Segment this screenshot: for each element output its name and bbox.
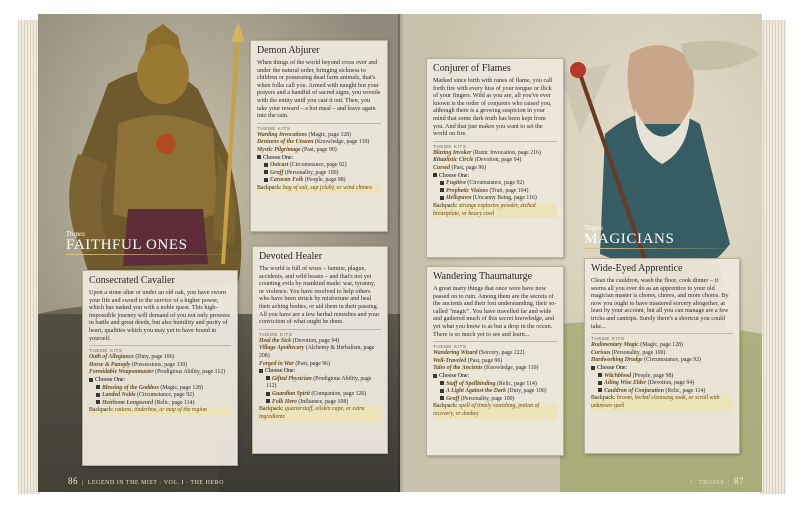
option-entry: Cauldron of Conjuration (Relic, page 114) [591,388,733,396]
bullet-icon [264,163,268,167]
card-title: Devoted Healer [259,251,323,262]
card-title: Conjurer of Flames [433,63,511,74]
card-wandering-thaumaturge [426,266,564,456]
theme-kits-label: THEME KITS [259,329,381,337]
bullet-icon [266,399,270,403]
bullet-icon [264,178,268,182]
card-description: The world is full of woes – famine, plague, accidents, and wild beasts – and that's not yet counting evils by mankind made: war, tyranny, or violence. You have resolved to help others who have been struck by misfortune and heal their aching bodies, or aid them in their passing. All you have are a few herbal remedies and your conviction of what ought be done. [259,265,380,326]
card-title: Demon Abjurer [257,45,320,56]
kit-entry: Formidable Weaponmaster (Prodigious Ability, page 112) [89,369,226,376]
card-description: Upon a stone altar or under an old oak, you have sworn your life and sword to the service of a higher power, which has tasked you with a noble quest. This high-impossible journey will demand of you not only prowess in battle and great deeds, but also humility and purity of heart, qualities which you may yet to have found in yourself. [89,289,230,342]
kit-entry: Village Apothecary (Alchemy & Herbalism, page 208) [259,345,375,359]
kit-entry: Tales of the Ancients (Knowledge, page 110) [433,365,539,372]
theme-kits-label: THEME KITS [591,333,733,341]
choose-one-label: Choose One: [433,173,557,181]
tropes-banner-faithful-ones [66,230,246,255]
bullet-icon [440,188,444,192]
card-wide-eyed-apprentice [584,258,740,454]
theme-kits-label: THEME KITS [89,345,231,353]
running-footer: I · TROPES [690,480,725,486]
bullet-icon [96,400,100,404]
checkbox-icon [433,173,437,177]
backpack-line: Backpack: strange explosive powder, etched breastplate, or heavy cowl [433,203,557,218]
backpack-line: Backpack: spell of timely vanishing, potion of recovery, or donkey [433,403,557,418]
option-entry: Gruff (Personality, page 100) [433,396,557,404]
banner-rule [584,248,744,249]
option-entry: Gifted Physician (Prodigious Ability, page 112) [266,375,372,390]
kit-entry: Oath of Allegiance (Duty, page 106) [89,354,175,361]
checkbox-icon [433,374,437,378]
backpack-line: Backpack: quarterstaff, oilskin cape, or extra ingredients [259,406,381,421]
checkbox-icon [257,155,261,159]
left-page-footer: 86 | LEGEND IN THE MIST · VOL. I · THE HERO [68,476,224,486]
kit-entry: Heal the Sick (Devotion, page 94) [259,337,340,344]
right-page-edges [760,20,786,494]
bullet-icon [440,389,444,393]
card-conjurer-of-flames [426,58,564,258]
banner-title: MAGICIANS [584,231,675,247]
kit-entry: Curious (Personality, page 100) [591,349,666,356]
bullet-icon [440,381,444,385]
option-entry: Guardian Spirit (Companion, page 126) [259,391,381,399]
option-entry: Blessing of the Goddess (Magic, page 128) [89,385,231,393]
bullet-icon [598,388,602,392]
option-entry: Folk Hero (Influence, page 108) [259,399,381,407]
bullet-icon [440,396,444,400]
left-page [38,14,400,492]
right-page-footer: I · TROPES | 87 [690,476,744,486]
option-entry: Landed Noble (Circumstance, page 92) [89,392,231,400]
bullet-icon [266,376,270,380]
page-number: 86 [68,476,78,486]
option-entry: Outcast (Circumstance, page 92) [257,162,381,170]
page-number: 87 [734,476,744,486]
kit-entry: Denizens of the Unseen (Knowledge, page 110) [257,139,370,146]
kit-entry: Well-Traveled (Past, page 96) [433,357,503,364]
bullet-icon [96,393,100,397]
card-demon-abjurer [250,40,388,232]
card-description: Clean the cauldron, wash the floor, cook dinner – it seems all you ever do as an apprentice to your old magician master is chores, chores, and more chores. By now you ought to have mastered sorcery altogether, at least by your account, but all you can manage are a few tricks and cantrips. Surely there's a shortcut you could take... [591,277,729,330]
option-entry: Heirloom Longsword (Relic, page 114) [89,400,231,408]
open-book [18,6,788,502]
kit-entry: Hardworking Drudge (Circumstance, page 92) [591,357,701,364]
card-devoted-healer [252,246,388,454]
card-description: Marked since birth with runes of flame, you call forth fire with every hiss of your tongue or flick of your fingers. Wild as you are, all you've ever known is the order of conjurers who raised you, although there is a growing suspicion in your mind that some dark truth has been kept from you. And that just makes you want to set the world on fire. [433,77,553,138]
bullet-icon [598,373,602,377]
kit-entry: Blazing Invoker (Runic Invocation, page 216) [433,149,541,156]
bullet-icon [440,181,444,185]
backpack-line: Backpack: rations, tinderbox, or map of the region [89,407,231,415]
bullet-icon [440,196,444,200]
banner-tag: Tropes [66,230,85,238]
kit-entry: Rudimentary Magic (Magic, page 128) [591,342,683,349]
choose-one-label: Choose One: [591,365,733,373]
kit-entry: Wandering Wizard (Sorcery, page 222) [433,350,525,357]
banner-tag: Tropes [584,224,603,232]
theme-kits-label: THEME KITS [257,123,381,131]
option-entry: Hellspawn (Uncanny Being, page 116) [433,195,557,203]
card-consecrated-cavalier [82,270,238,466]
book-spine-shadow [398,14,404,492]
bullet-icon [264,170,268,174]
kit-entry: Ritualistic Circle (Devotion, page 94) [433,157,522,164]
choose-one-label: Choose One: [257,155,381,163]
backpack-line: Backpack: broom, herbal cleansing soak, or scroll with unknown spell [591,395,733,410]
checkbox-icon [259,369,263,373]
kit-entry: Forged in War (Past, page 96) [259,360,330,367]
checkbox-icon [591,366,595,370]
checkbox-icon [89,378,93,382]
right-page [400,14,762,492]
option-entry: Fugitive (Circumstance, page 92) [433,180,557,188]
option-entry: Gruff (Personality, page 100) [257,170,381,178]
card-title: Wide-Eyed Apprentice [591,263,683,274]
banner-title: FAITHFUL ONES [66,237,188,253]
option-entry: Ailing Wise Elder (Devotion, page 94) [591,380,733,388]
running-footer: LEGEND IN THE MIST · VOL. I · THE HERO [87,480,224,486]
left-page-edges [18,20,40,494]
theme-kits-label: THEME KITS [433,341,557,349]
kit-entry: Mystic Pilgrimage (Past, page 96) [257,146,337,153]
choose-one-label: Choose One: [89,377,231,385]
option-entry: Prophetic Visions (Trait, page 104) [433,188,557,196]
backpack-line: Backpack: bag of salt, sap (club), or wind chimes [257,185,381,193]
option-entry: Caravan Folk (People, page 98) [257,177,381,185]
card-title: Consecrated Cavalier [89,275,175,286]
theme-kits-label: THEME KITS [433,141,557,149]
kit-entry: Cursed (Past, page 96) [433,164,487,171]
bullet-icon [266,392,270,396]
kit-entry: Warding Invocations (Magic, page 128) [257,131,352,138]
card-description: When things of the world beyond cross over and under the natural order, bringing sickness to children or possessing dead farm animals, that's when folks call you. Armed with naught but your prayers and a handful of sacred signs, you wrestle with the entity until you cast it out. Then, you take your reward – a hot meal – and leave again into the rain. [257,59,381,120]
bullet-icon [96,385,100,389]
card-title: Wandering Thaumaturge [433,271,533,282]
option-entry: Witchblood (People, page 98) [591,373,733,381]
card-description: A great many things that once were have now passed on to ruin. Among them are the secrets of the ancients and their lost understanding, their so-called "magic". You have travelled far and wide and gathered much of this secret knowledge, and yet what you know is as but a drop in the ocean. There is so much yet to see and learn... [433,285,557,338]
option-entry: A Light Against the Dark (Duty, page 106) [433,388,557,396]
tropes-banner-magicians [584,224,744,249]
option-entry: Staff of Spellbinding (Relic, page 114) [433,381,557,389]
banner-rule [66,254,246,255]
choose-one-label: Choose One: [433,373,557,381]
kit-entry: Horse & Panoply (Possessions, page 130) [89,361,188,368]
bullet-icon [598,381,602,385]
choose-one-label: Choose One: [259,368,381,376]
